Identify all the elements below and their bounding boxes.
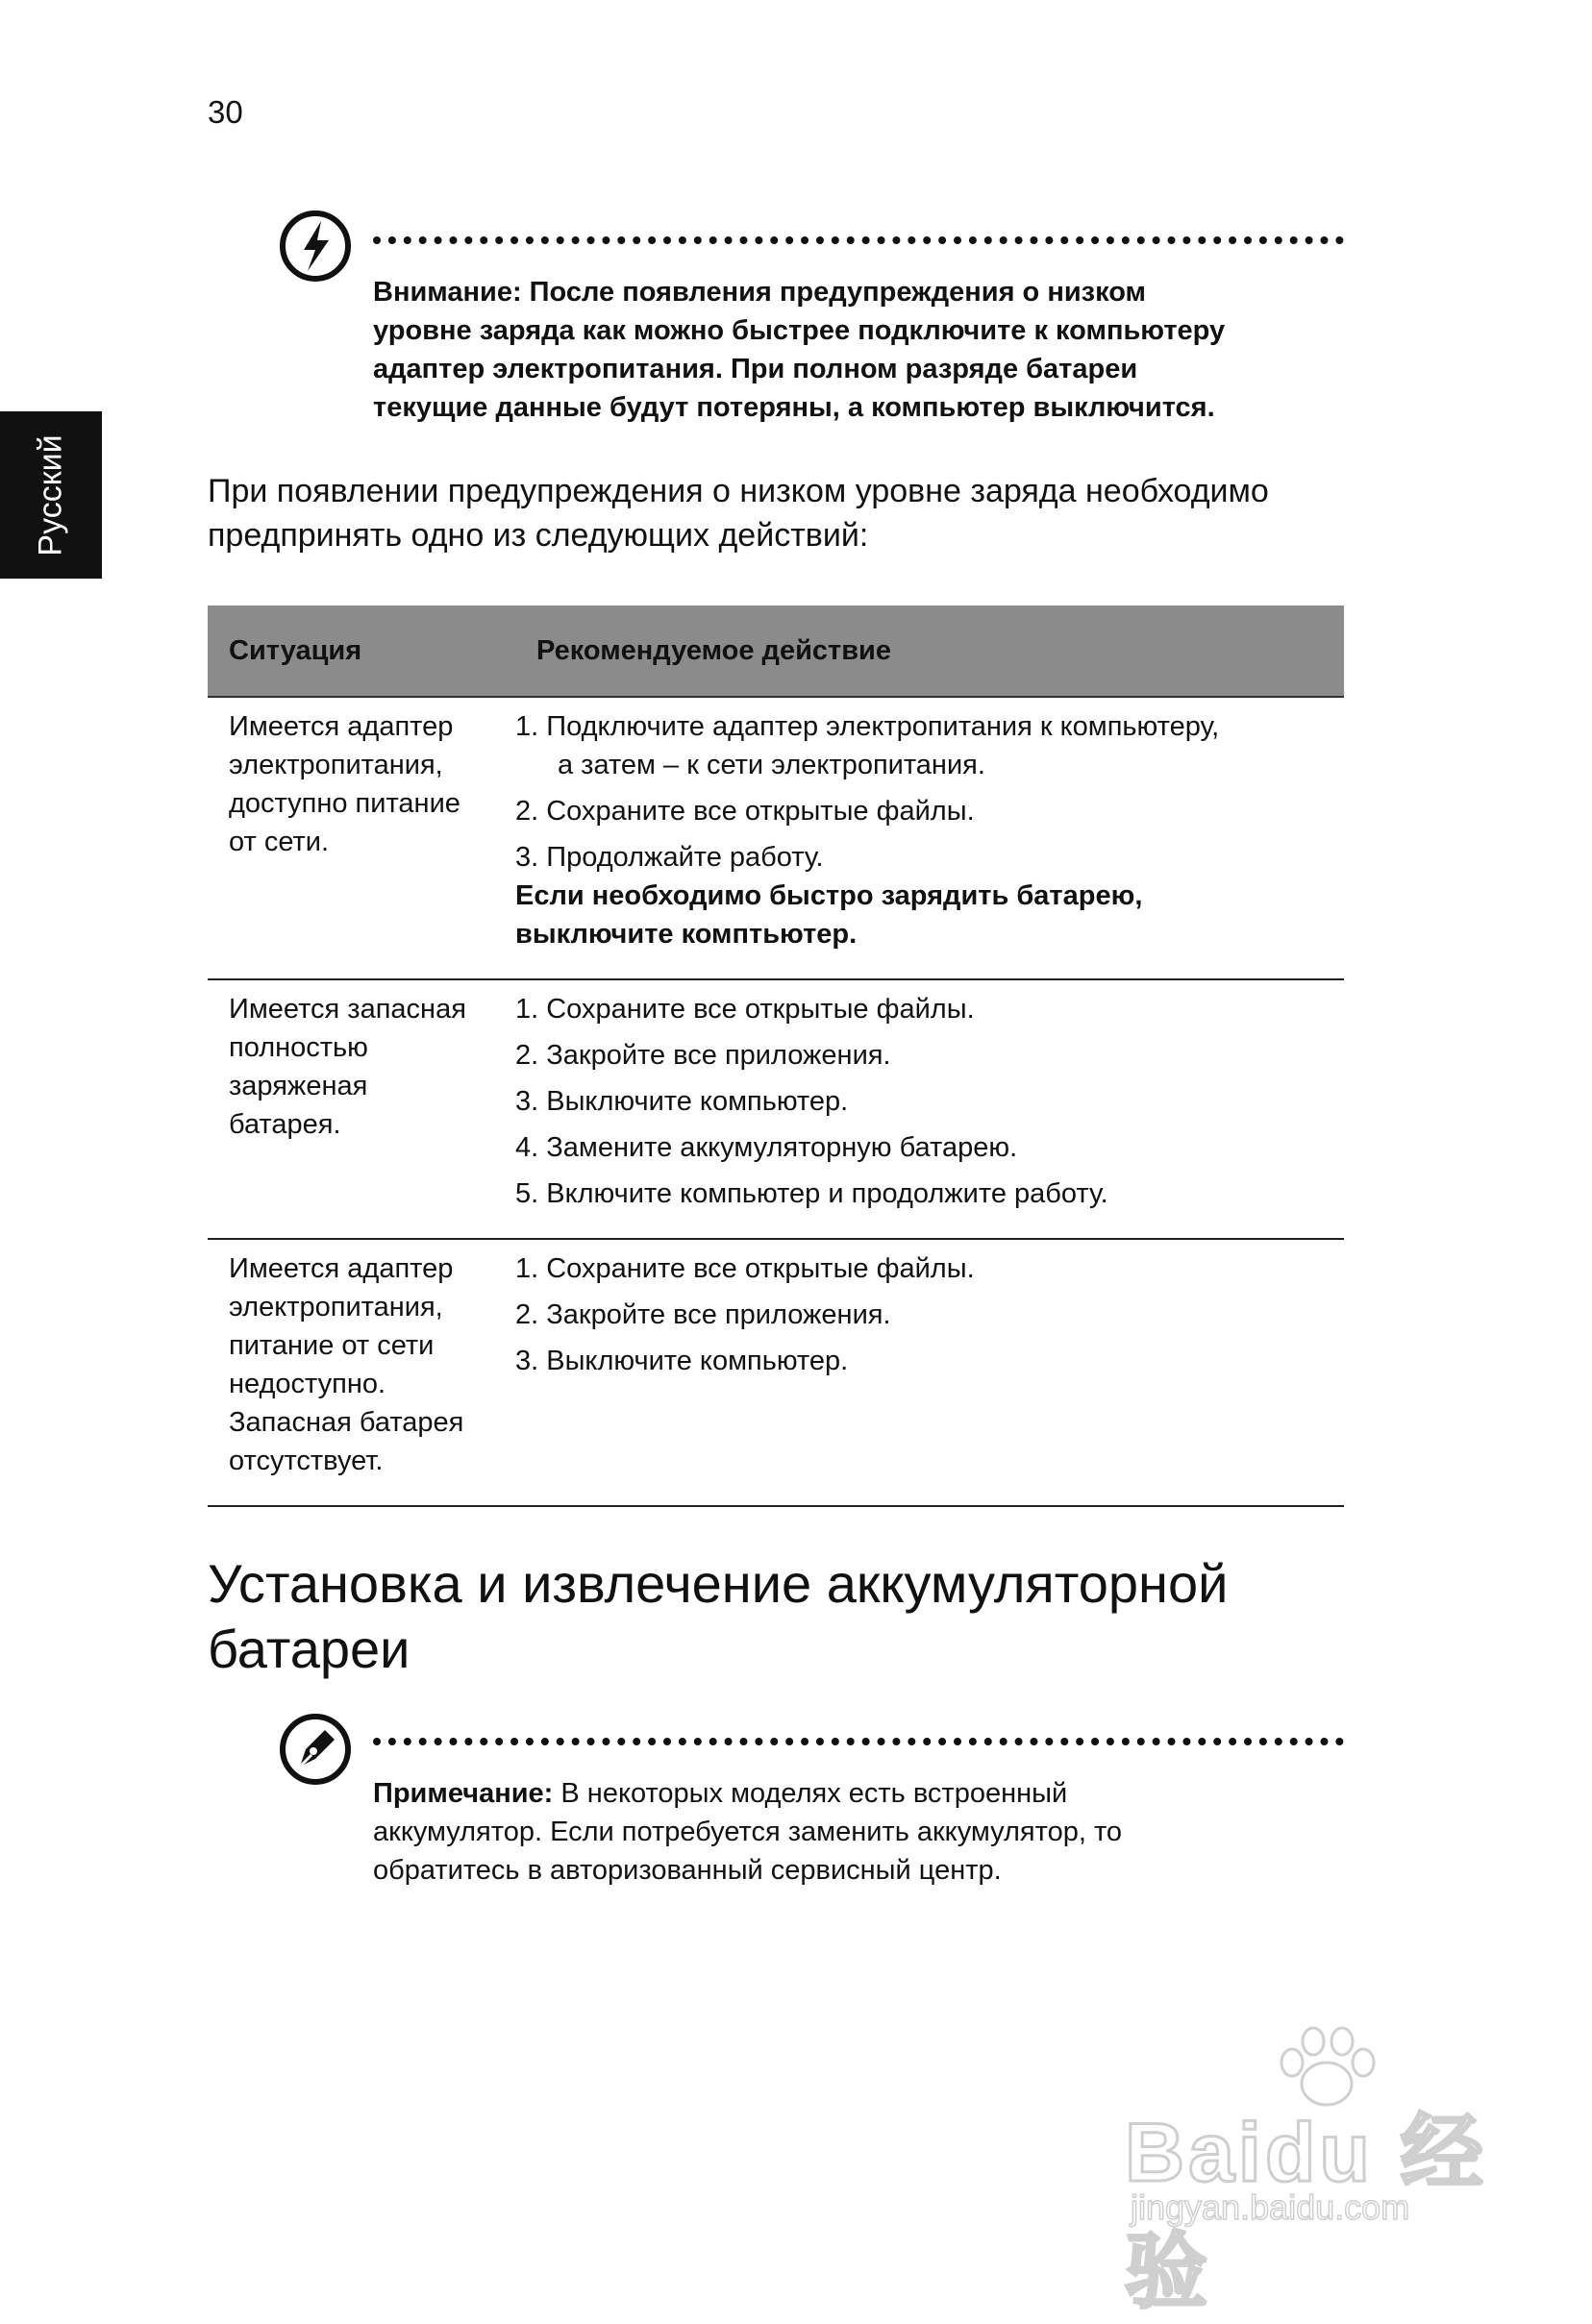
- table-row: [208, 1240, 1344, 1507]
- warning-text: [373, 273, 1344, 427]
- intro-line: При появлении предупреждения о низком уровне заряда необходимо: [208, 473, 1269, 509]
- intro-line: предпринять одно из следующих действий:: [208, 517, 869, 554]
- note-line: аккумулятор. Если потребуется заменить аккумулятор, то: [373, 1817, 1123, 1847]
- action-step: 2. Сохраните все открытые файлы.: [515, 796, 975, 827]
- language-label: Русский: [32, 433, 69, 556]
- intro-paragraph: [208, 469, 1352, 557]
- warning-line: уровне заряда как можно быстрее подключите к компьютеру: [373, 315, 1226, 346]
- low-battery-table: [208, 606, 1344, 1507]
- situation-line: доступно питание: [229, 788, 460, 819]
- bold-note-line: выключите комптьютер.: [515, 919, 858, 950]
- situation-line: заряженая: [229, 1071, 368, 1101]
- warning-line: текущие данные будут потеряны, а компьютер выключится.: [373, 392, 1215, 423]
- situation-line: недоступно.: [229, 1369, 386, 1399]
- pen-note-icon: [277, 1711, 354, 1788]
- note-line-rest: В некоторых моделях есть встроенный: [553, 1778, 1068, 1809]
- note-divider: [373, 1738, 1344, 1745]
- warning-line: Внимание: После появления предупреждения о низком: [373, 277, 1146, 308]
- action-step: [515, 707, 1344, 784]
- section-title-line: батареи: [208, 1619, 410, 1679]
- action-step: 3. Выключите компьютер.: [515, 1346, 849, 1376]
- table-row: [208, 980, 1344, 1240]
- action-step: 2. Закройте все приложения.: [515, 1040, 891, 1071]
- action-step: 1. Сохраните все открытые файлы.: [515, 1253, 975, 1284]
- warning-line: адаптер электропитания. При полном разряде батареи: [373, 354, 1138, 384]
- header-situation: Ситуация: [229, 634, 362, 666]
- step-continuation: а затем – к сети электропитания.: [558, 750, 985, 780]
- section-title: [208, 1551, 1361, 1682]
- situation-line: от сети.: [229, 827, 330, 857]
- baidu-watermark: [1125, 2024, 1509, 2318]
- page-number: 30: [208, 94, 243, 130]
- table-header: [208, 606, 1344, 698]
- header-action: Рекомендуемое действие: [536, 634, 892, 666]
- action-step: 1. Сохраните все открытые файлы.: [515, 994, 975, 1025]
- action-cell: [515, 980, 1344, 1238]
- warning-divider: [373, 236, 1344, 244]
- action-step: 3. Выключите компьютер.: [515, 1086, 849, 1117]
- note-label: Примечание:: [373, 1778, 554, 1809]
- note-line: обратитесь в авторизованный сервисный центр.: [373, 1855, 1002, 1886]
- action-step: 3. Продолжайте работу.: [515, 842, 824, 873]
- action-step: 2. Закройте все приложения.: [515, 1299, 891, 1330]
- situation-line: полностью: [229, 1032, 368, 1063]
- situation-cell: [208, 980, 515, 1238]
- table-row: [208, 698, 1344, 980]
- watermark-url: jingyan.baidu.com: [1131, 2188, 1410, 2227]
- situation-line: Имеется адаптер: [229, 1253, 454, 1284]
- action-step: 5. Включите компьютер и продолжите работу.: [515, 1178, 1108, 1209]
- action-step: 4. Замените аккумуляторную батарею.: [515, 1132, 1018, 1163]
- situation-line: Запасная батарея: [229, 1407, 464, 1438]
- bold-note-line: Если необходимо быстро зарядить батарею,: [515, 880, 1143, 911]
- lightning-warning-icon: [277, 208, 354, 284]
- watermark-brand: Baidu 经验: [1125, 2107, 1487, 2318]
- situation-line: отсутствует.: [229, 1446, 384, 1476]
- situation-cell: [208, 1240, 515, 1505]
- situation-line: питание от сети: [229, 1330, 435, 1361]
- situation-cell: [208, 698, 515, 978]
- situation-line: Имеется запасная: [229, 994, 466, 1025]
- step-text: 1. Подключите адаптер электропитания к компьютеру,: [515, 711, 1220, 742]
- note-text: [373, 1774, 1344, 1890]
- language-side-tab: [0, 411, 102, 579]
- situation-line: электропитания,: [229, 1292, 443, 1323]
- situation-line: электропитания,: [229, 750, 443, 780]
- note-line: [373, 1774, 1344, 1813]
- situation-line: Имеется адаптер: [229, 711, 454, 742]
- action-cell: [515, 698, 1344, 978]
- section-title-line: Установка и извлечение аккумуляторной: [208, 1553, 1229, 1614]
- action-cell: [515, 1240, 1344, 1505]
- situation-line: батарея.: [229, 1109, 341, 1140]
